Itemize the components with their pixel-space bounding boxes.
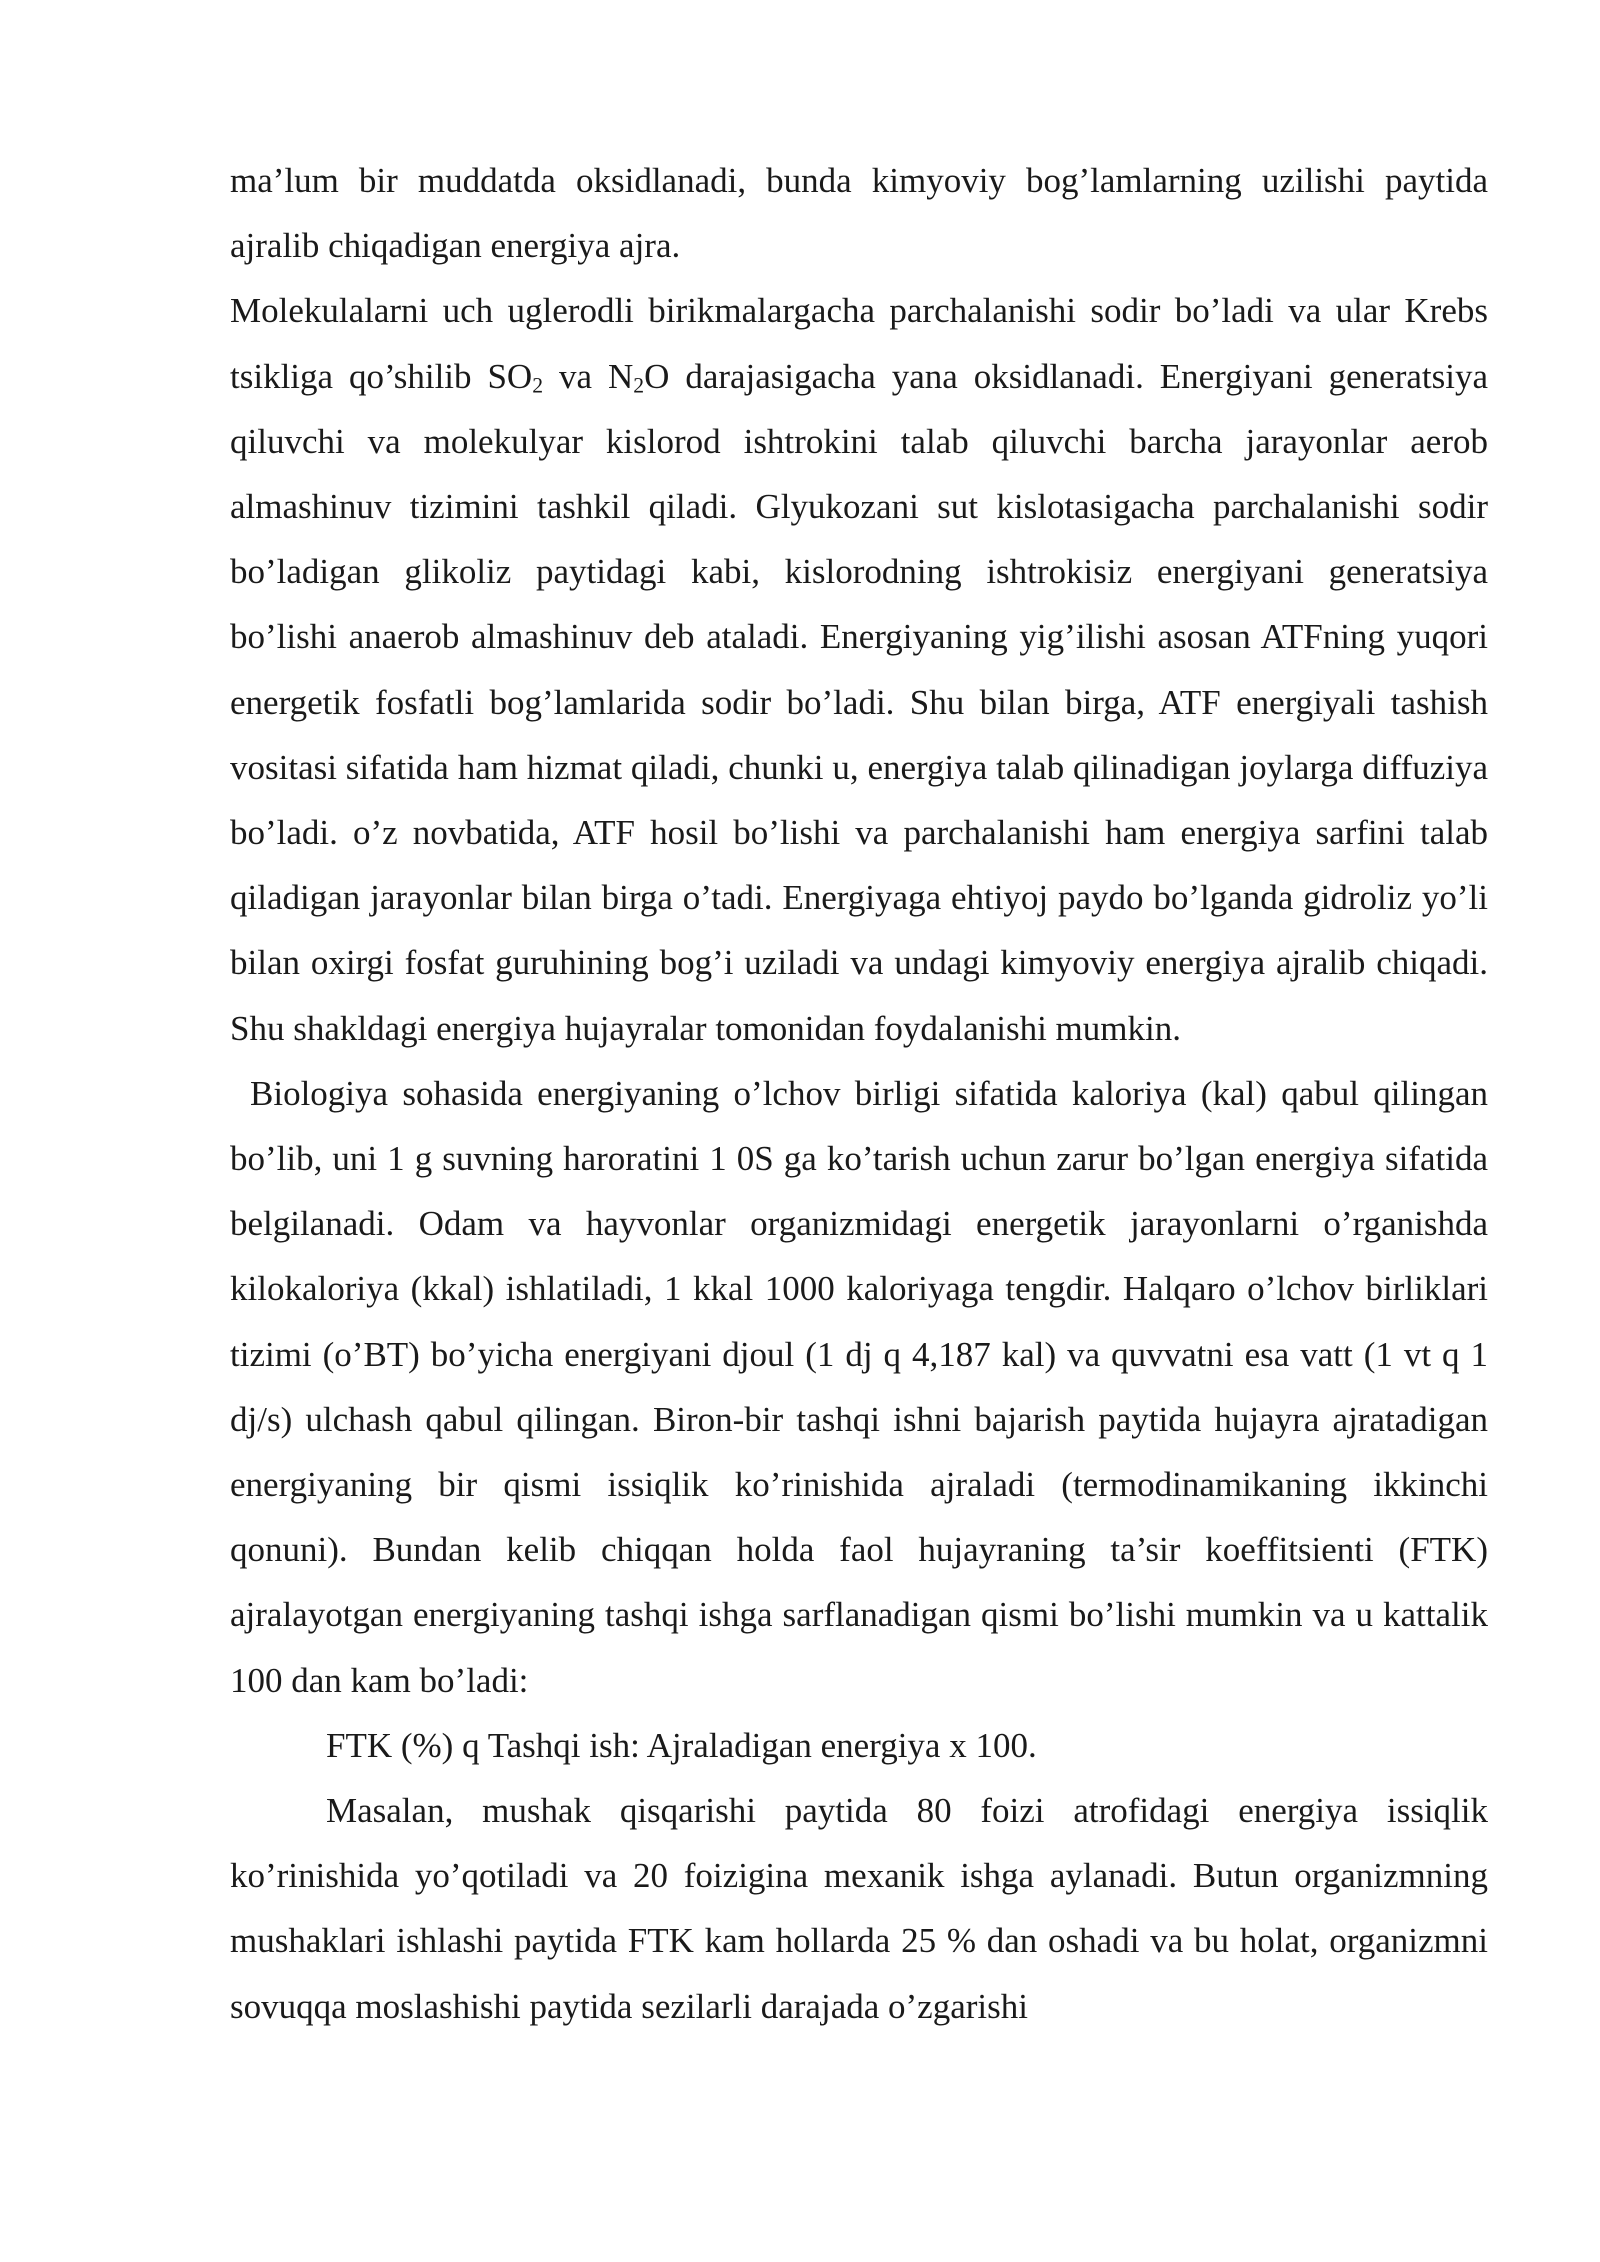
paragraph-2-text-c: O darajasigacha yana oksidlanadi. Energiyani generatsiya qiluvchi va molekulyar kislorod ishtrokini talab qiluvchi barcha jarayonlar aerob almashinuv tizimini tashkil qiladi. Glyukozani sut kislotasigacha parchalanishi sodir bo’ladigan glikoliz paytidagi kabi, kislorodning ishtrokisiz energiyani generatsiya bo’lishi anaerob almashinuv deb ataladi. Energiyaning yig’ilishi asosan ATFning yuqori energetik fosfatli bog’lamlarida sodir bo’ladi. Shu bilan birga, ATF energiyali tashish vositasi sifatida ham hizmat qiladi, chunki u, energiya talab qilinadigan joylarga diffuziya bo’ladi. o’z novbatida, ATF hosil bo’lishi va parchalanishi ham energiya sarfini talab qiladigan jarayonlar bilan birga o’tadi. Energiyaga ehtiyoj paydo bo’lganda gidroliz yo’li bilan oxirgi fosfat guruhining bog’i uziladi va undagi kimyoviy energiya ajralib chiqadi. Shu shakldagi energiya hujayralar tomonidan foydalanishi mumkin. (230, 356, 1488, 1048)
subscript-2-a: 2 (532, 372, 544, 397)
document-page (230, 148, 1488, 2039)
formula-line: FTK (%) q Tashqi ish: Ajraladigan energiya x 100. (326, 1725, 1037, 1765)
subscript-2-b: 2 (633, 372, 645, 397)
paragraph-2-text-a: Molekulalarni uch uglerodli birikmalargacha parchalanishi sodir bo’ladi va ular Krebs tsikliga qo’shilib SO (230, 291, 1488, 396)
paragraph-3: Biologiya sohasida energiyaning o’lchov birligi sifatida kaloriya (kal) qabul qilingan bo’lib, uni 1 g suvning haroratini 1 0S ga ko’tarish uchun zarur bo’lgan energiya sifatida belgilanadi. Odam va hayvonlar organizmidagi energetik jarayonlarni o’rganishda kilokaloriya (kkal) ishlatiladi, 1 kkal 1000 kaloriyaga tengdir. Halqaro o’lchov birliklari tizimi (o’BT) bo’yicha energiyani djoul (1 dj q 4,187 kal) va quvvatni esa vatt (1 vt q 1 dj/s) ulchash qabul qilingan. Biron-bir tashqi ishni bajarish paytida hujayra ajratadigan energiyaning bir qismi issiqlik ko’rinishida ajraladi (termodinamikaning ikkinchi qonuni). Bundan kelib chiqqan holda faol hujayraning ta’sir koeffitsienti (FTK) ajralayotgan energiyaning tashqi ishga sarflanadigan qismi bo’lishi mumkin va u kattalik 100 dan kam bo’ladi: (230, 1073, 1488, 1700)
paragraph-1: ma’lum bir muddatda oksidlanadi, bunda kimyoviy bog’lamlarning uzilishi paytida ajralib chiqadigan energiya ajra. (230, 161, 1488, 266)
paragraph-4: Masalan, mushak qisqarishi paytida 80 foizi atrofidagi energiya issiqlik ko’rinishida yo’qotiladi va 20 foizigina mexanik ishga aylanadi. Butun organizmning mushaklari ishlashi paytida FTK kam hollarda 25 % dan oshadi va bu holat, organizmni sovuqqa moslashishi paytida sezilarli darajada o’zgarishi (230, 1791, 1488, 2026)
paragraph-2-text-b: va N (543, 356, 634, 396)
paragraph-2 (230, 278, 1488, 1060)
